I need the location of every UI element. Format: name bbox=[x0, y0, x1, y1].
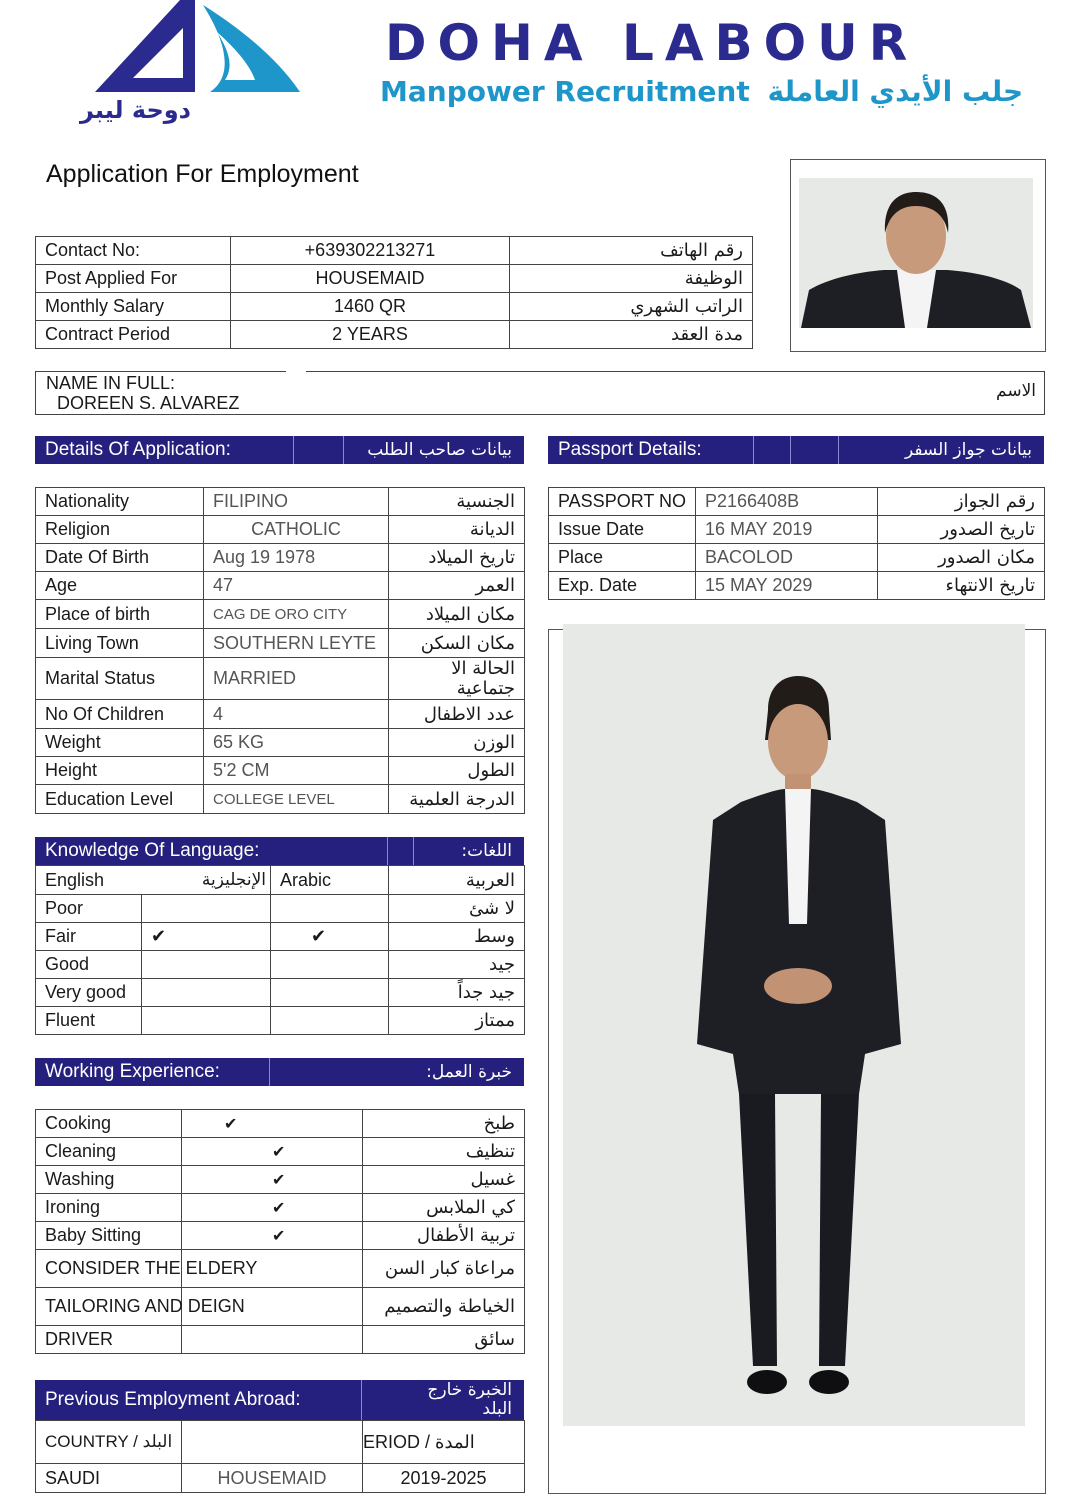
experience-label-ar: غسيل bbox=[363, 1166, 525, 1194]
passport-label-ar: تاريخ الصدور bbox=[878, 516, 1045, 544]
passport-row bbox=[549, 544, 1045, 572]
details-value: CAG DE ORO CITY bbox=[204, 600, 389, 629]
details-label: Religion bbox=[36, 516, 204, 544]
details-label: Place of birth bbox=[36, 600, 204, 629]
details-label: Education Level bbox=[36, 785, 204, 814]
passport-header bbox=[548, 436, 1044, 464]
details-label: Age bbox=[36, 572, 204, 600]
details-row bbox=[36, 488, 525, 516]
passport-value: P2166408B bbox=[696, 488, 878, 516]
arabic-check-cell bbox=[271, 1007, 389, 1035]
previous-table bbox=[35, 1420, 525, 1493]
experience-row bbox=[36, 1326, 525, 1354]
passport-label-ar: تاريخ الانتهاء bbox=[878, 572, 1045, 600]
tagline-ar: جلب الأيدي العاملة bbox=[767, 75, 1024, 108]
details-row bbox=[36, 757, 525, 785]
prev-empty-cell bbox=[182, 1421, 363, 1464]
passport-row bbox=[549, 572, 1045, 600]
experience-row bbox=[36, 1110, 525, 1138]
contact-table bbox=[35, 236, 753, 349]
details-row bbox=[36, 600, 525, 629]
experience-label: Ironing bbox=[36, 1194, 182, 1222]
language-level: Poor bbox=[36, 895, 142, 923]
details-row bbox=[36, 729, 525, 757]
experience-label-ar: الخياطة والتصميم bbox=[363, 1288, 525, 1326]
language-level-ar: ممتاز bbox=[389, 1007, 525, 1035]
contact-value: HOUSEMAID bbox=[231, 265, 510, 293]
previous-title: Previous Employment Abroad: bbox=[45, 1389, 301, 1410]
contact-label: Contact No: bbox=[36, 237, 231, 265]
experience-label: Washing bbox=[36, 1166, 182, 1194]
full-name-value: DOREEN S. ALVAREZ bbox=[57, 393, 240, 413]
experience-label: CONSIDER THE ELDERY bbox=[36, 1250, 182, 1288]
contact-value: 2 YEARS bbox=[231, 321, 510, 349]
logo-arabic-text: دوحة ليبر bbox=[80, 96, 191, 124]
brand-tagline bbox=[380, 75, 1023, 108]
contact-label: Monthly Salary bbox=[36, 293, 231, 321]
details-label: Marital Status bbox=[36, 658, 204, 700]
lang-english-head-ar: الإنجليزية bbox=[201, 869, 267, 890]
details-row bbox=[36, 544, 525, 572]
contact-label: Post Applied For bbox=[36, 265, 231, 293]
details-table bbox=[35, 487, 525, 814]
experience-label-ar: تربية الأطفال bbox=[363, 1222, 525, 1250]
experience-check-cell bbox=[182, 1326, 363, 1354]
experience-row bbox=[36, 1166, 525, 1194]
contact-label-ar: مدة العقد bbox=[510, 321, 753, 349]
experience-label-ar: طبخ bbox=[363, 1110, 525, 1138]
language-level-ar: جيد جداً bbox=[389, 979, 525, 1007]
experience-row bbox=[36, 1288, 525, 1326]
details-value: MARRIED bbox=[204, 658, 389, 700]
previous-title-ar: الخبرة خارج البلد bbox=[427, 1380, 512, 1419]
language-level: Very good bbox=[36, 979, 142, 1007]
language-table bbox=[35, 865, 525, 1035]
arabic-check-cell bbox=[271, 979, 389, 1007]
passport-label: PASSPORT NO bbox=[549, 488, 696, 516]
arabic-check-cell bbox=[271, 951, 389, 979]
prev-country-label: COUNTRY / البلد bbox=[36, 1421, 182, 1464]
passport-value: 15 MAY 2029 bbox=[696, 572, 878, 600]
details-value: CATHOLIC bbox=[204, 516, 389, 544]
contact-value: +639302213271 bbox=[231, 237, 510, 265]
contact-row bbox=[36, 293, 753, 321]
profile-photo bbox=[799, 178, 1033, 328]
experience-label: DRIVER bbox=[36, 1326, 182, 1354]
language-level: Fair bbox=[36, 923, 142, 951]
details-title: Details Of Application: bbox=[45, 439, 231, 460]
arabic-check-cell: ✔ bbox=[271, 923, 389, 951]
details-label-ar: العمر bbox=[389, 572, 525, 600]
passport-row bbox=[549, 488, 1045, 516]
language-row bbox=[36, 979, 525, 1007]
details-label-ar: تاريخ الميلاد bbox=[389, 544, 525, 572]
contact-label-ar: رقم الهاتف bbox=[510, 237, 753, 265]
language-title: Knowledge Of Language: bbox=[45, 840, 260, 861]
language-level: Good bbox=[36, 951, 142, 979]
experience-header bbox=[35, 1058, 524, 1086]
passport-value: BACOLOD bbox=[696, 544, 878, 572]
passport-label-ar: مكان الصدور bbox=[878, 544, 1045, 572]
prev-period: 2019-2025 bbox=[363, 1464, 525, 1493]
prev-country: SAUDI bbox=[36, 1464, 182, 1493]
details-label-ar: الدرجة العلمية bbox=[389, 785, 525, 814]
experience-row bbox=[36, 1222, 525, 1250]
experience-row bbox=[36, 1194, 525, 1222]
english-check-cell bbox=[142, 951, 271, 979]
details-label-ar: مكان السكن bbox=[389, 629, 525, 658]
language-row bbox=[36, 895, 525, 923]
experience-label: Cooking bbox=[36, 1110, 182, 1138]
experience-label-ar: سائق bbox=[363, 1326, 525, 1354]
details-row bbox=[36, 700, 525, 729]
prev-period-label: ERIOD / المدة bbox=[363, 1421, 525, 1464]
full-body-photo-frame bbox=[548, 629, 1046, 1494]
company-logo bbox=[85, 0, 305, 100]
lang-english-head: English الإنجليزية bbox=[36, 866, 271, 895]
experience-label-ar: تنظيف bbox=[363, 1138, 525, 1166]
passport-value: 16 MAY 2019 bbox=[696, 516, 878, 544]
details-label: Height bbox=[36, 757, 204, 785]
details-label-ar: الجنسية bbox=[389, 488, 525, 516]
passport-table bbox=[548, 487, 1045, 600]
details-label: Date Of Birth bbox=[36, 544, 204, 572]
tagline-en: Manpower Recruitment bbox=[380, 75, 750, 108]
experience-label-ar: كي الملابس bbox=[363, 1194, 525, 1222]
experience-label: Cleaning bbox=[36, 1138, 182, 1166]
experience-table bbox=[35, 1109, 525, 1354]
experience-check-cell: ✔ bbox=[182, 1166, 363, 1194]
details-label-ar: الحالة الا جتماعية bbox=[389, 658, 525, 700]
language-row bbox=[36, 1007, 525, 1035]
full-name-label-ar: الاسم bbox=[996, 381, 1036, 401]
details-row bbox=[36, 516, 525, 544]
profile-photo-frame bbox=[790, 159, 1046, 352]
details-value: 47 bbox=[204, 572, 389, 600]
details-label: No Of Children bbox=[36, 700, 204, 729]
experience-title-ar: خبرة العمل: bbox=[426, 1062, 512, 1082]
language-level-ar: جيد bbox=[389, 951, 525, 979]
details-label: Nationality bbox=[36, 488, 204, 516]
language-title-ar: اللغات: bbox=[461, 841, 512, 861]
contact-label: Contract Period bbox=[36, 321, 231, 349]
details-label-ar: الديانة bbox=[389, 516, 525, 544]
details-value: COLLEGE LEVEL bbox=[204, 785, 389, 814]
english-check-cell bbox=[142, 1007, 271, 1035]
language-row bbox=[36, 923, 525, 951]
details-header bbox=[35, 436, 524, 464]
experience-check-cell: ✔ bbox=[182, 1110, 363, 1138]
details-value: 65 KG bbox=[204, 729, 389, 757]
contact-value: 1460 QR bbox=[231, 293, 510, 321]
details-label-ar: مكان الميلاد bbox=[389, 600, 525, 629]
full-name-box bbox=[35, 371, 1045, 415]
contact-label-ar: الوظيفة bbox=[510, 265, 753, 293]
prev-position: HOUSEMAID bbox=[182, 1464, 363, 1493]
details-label-ar: عدد الاطفال bbox=[389, 700, 525, 729]
english-check-cell bbox=[142, 895, 271, 923]
details-value: FILIPINO bbox=[204, 488, 389, 516]
details-value: 5'2 CM bbox=[204, 757, 389, 785]
passport-label: Exp. Date bbox=[549, 572, 696, 600]
experience-check-cell: ✔ bbox=[182, 1138, 363, 1166]
experience-row bbox=[36, 1250, 525, 1288]
passport-label-ar: رقم الجواز bbox=[878, 488, 1045, 516]
contact-label-ar: الراتب الشهري bbox=[510, 293, 753, 321]
experience-label: TAILORING AND DEIGN bbox=[36, 1288, 182, 1326]
experience-check-cell: ✔ bbox=[182, 1222, 363, 1250]
passport-row bbox=[549, 516, 1045, 544]
details-value: SOUTHERN LEYTE bbox=[204, 629, 389, 658]
details-title-ar: بيانات صاحب الطلب bbox=[367, 440, 512, 460]
details-row bbox=[36, 785, 525, 814]
details-row bbox=[36, 629, 525, 658]
full-body-photo bbox=[563, 624, 1025, 1426]
passport-title: Passport Details: bbox=[558, 439, 702, 460]
lang-arabic-head-ar: العربية bbox=[389, 866, 525, 895]
experience-label-ar: مراعاة كبار السن bbox=[363, 1250, 525, 1288]
arabic-check-cell bbox=[271, 895, 389, 923]
full-name-label: NAME IN FULL: bbox=[46, 373, 176, 393]
english-check-cell: ✔ bbox=[142, 923, 271, 951]
english-check-cell bbox=[142, 979, 271, 1007]
brand-name: DOHA LABOUR bbox=[385, 14, 919, 72]
details-label-ar: الطول bbox=[389, 757, 525, 785]
language-header bbox=[35, 837, 524, 865]
contact-row bbox=[36, 265, 753, 293]
details-value: Aug 19 1978 bbox=[204, 544, 389, 572]
passport-title-ar: بيانات جواز السفر bbox=[904, 440, 1032, 460]
experience-label: Baby Sitting bbox=[36, 1222, 182, 1250]
details-label: Living Town bbox=[36, 629, 204, 658]
experience-title: Working Experience: bbox=[45, 1061, 220, 1082]
page-title: Application For Employment bbox=[46, 160, 359, 188]
language-level-ar: وسط bbox=[389, 923, 525, 951]
language-level: Fluent bbox=[36, 1007, 142, 1035]
details-row bbox=[36, 572, 525, 600]
details-value: 4 bbox=[204, 700, 389, 729]
passport-label: Place bbox=[549, 544, 696, 572]
language-level-ar: لا شئ bbox=[389, 895, 525, 923]
experience-row bbox=[36, 1138, 525, 1166]
contact-row bbox=[36, 237, 753, 265]
previous-header bbox=[35, 1380, 524, 1420]
details-row bbox=[36, 658, 525, 700]
lang-arabic-head: Arabic bbox=[271, 866, 389, 895]
language-row bbox=[36, 951, 525, 979]
contact-row bbox=[36, 321, 753, 349]
passport-label: Issue Date bbox=[549, 516, 696, 544]
details-label-ar: الوزن bbox=[389, 729, 525, 757]
details-label: Weight bbox=[36, 729, 204, 757]
experience-check-cell: ✔ bbox=[182, 1194, 363, 1222]
